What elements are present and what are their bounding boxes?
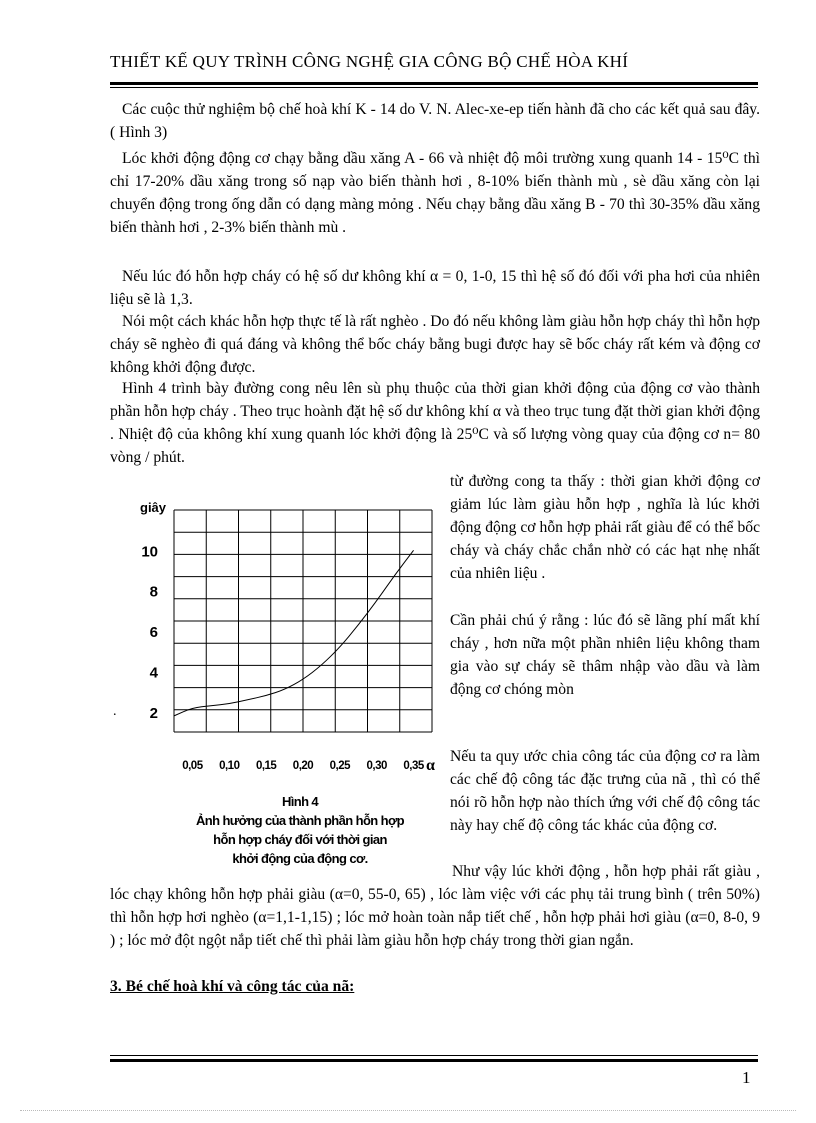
page-header: THIẾT KẾ QUY TRÌNH CÔNG NGHỆ GIA CÔNG BỘ CHẾ HÒA KHÍ	[110, 52, 629, 71]
y-tick-label: 8	[149, 583, 158, 601]
page-number: 1	[742, 1068, 751, 1087]
line-chart	[108, 482, 448, 778]
paragraph-5: Hình 4 trình bày đường cong nêu lên sù phụ thuộc của thời gian khởi động của động cơ vào thành phần hỗn hợp cháy . Theo trục hoành đặt hệ số dư không khí α và theo trục tung đặt thời gian khởi động . Nhiệt độ của không khí xung quanh lóc khởi động là 25⁰C và số lượng vòng quay của động cơ n= 80 vòng / phút.	[110, 380, 760, 466]
figure-caption-line-1: Ảnh hưởng của thành phần hỗn hợp	[195, 813, 404, 828]
right-paragraph-3: Nếu ta quy ước chia công tác của động cơ ra làm các chế độ công tác đặc trưng của nã , thì có thể nói rõ hỗn hợp nào thích ứng với chế độ công tác này hay chế độ công tác khác của động cơ.	[450, 748, 760, 834]
x-tick-label: 0,10	[219, 760, 240, 772]
paragraph-4: Nói một cách khác hỗn hợp thực tế là rất nghèo . Do đó nếu không làm giàu hỗn hợp cháy thì hỗn hợp cháy sẽ nghèo đi quá đáng và không thể bốc cháy bằng bugi được hay sẽ bốc cháy rất kém và động cơ không khởi động được.	[110, 313, 760, 376]
series-line	[174, 550, 414, 715]
right-paragraph-2: Cần phải chú ý rằng : lúc đó sẽ lãng phí mất khí cháy , hơn nữa một phần nhiên liệu không tham gia vào sự cháy sẽ thâm nhập vào dầu và làm động cơ chóng mòn	[450, 612, 760, 698]
x-tick-label: 0,25	[329, 760, 351, 772]
x-tick-labels	[182, 760, 425, 772]
paragraph-1: Các cuộc thử nghiệm bộ chế hoà khí K - 14 do V. N. Alec-xe-ep tiến hành đã cho các kết quả sau đây.( Hình 3)	[110, 101, 760, 141]
figure-caption-line-2: hỗn hợp cháy đối với thời gian	[213, 832, 387, 847]
figure-caption-title: Hình 4	[281, 794, 319, 809]
bottom-dotted-border	[20, 1110, 796, 1111]
x-tick-label: 0,05	[182, 760, 203, 772]
footer-rule	[110, 1059, 758, 1062]
x-tick-label: 0,15	[255, 760, 277, 772]
y-tick-label: 10	[141, 543, 158, 561]
footer-rule-thin	[110, 1055, 758, 1056]
y-tick-label: 2	[149, 704, 158, 722]
chart-grid	[174, 510, 432, 732]
y-tick-label: 4	[149, 664, 158, 682]
header-rule	[110, 82, 758, 85]
y-tick-label: 6	[149, 624, 158, 642]
section-heading: 3. Bé chế hoà khí và công tác của nã:	[110, 978, 355, 995]
x-tick-label: 0,30	[366, 760, 387, 772]
y-axis-label: giây	[140, 500, 167, 515]
header-rule-thin	[110, 87, 758, 88]
x-tick-label: 0,35	[403, 760, 424, 772]
paragraph-3: Nếu lúc đó hỗn hợp cháy có hệ số dư không khí α = 0, 1-0, 15 thì hệ số đó đối với pha hơi của nhiên liệu sẽ là 1,3.	[110, 268, 760, 308]
paragraph-2: Lóc khởi động động cơ chạy bằng dầu xăng A - 66 và nhiệt độ môi trường xung quanh 14 - 15⁰C thì chỉ 17-20% dầu xăng trong số nạp vào biến thành hơi , 8-10% biến thành mù , sè dầu xăng còn lại chuyển động trong ống dẫn có dạng màng mỏng . Nếu chạy bằng dầu xăng B - 70 thì 30-35% dầu xăng biến thành hơi , 2-3% biến thành mù .	[110, 150, 760, 236]
closing-paragraph: Như vậy lúc khởi động , hỗn hợp phải rất giàu , lóc chạy không hỗn hợp phải giàu (α=0, 55-0, 65) , lóc làm việc với các phụ tải trung bình ( trên 50%) thì hỗn hợp hơi nghèo (α=1,1-1,15) ; lóc mở hoàn toàn nắp tiết chế , hỗn hợp phải hơi giàu (α=0, 8-0, 9 ) ; lóc mở đột ngột nắp tiết chế thì phải làm giàu hỗn hợp cháy trong thời gian ngắn.	[110, 863, 760, 949]
x-tick-label: 0,20	[292, 760, 314, 772]
right-paragraph-1: từ đường cong ta thấy : thời gian khởi động cơ giảm lúc làm giàu hỗn hợp , nghĩa là lúc khởi động động cơ hỗn hợp phải rất giàu để có thể bốc cháy và cháy chắc chắn nhờ có các hạt nhẹ nhất của nhiên liệu .	[450, 473, 760, 582]
figure-caption-line-3: khởi động của động cơ.	[232, 851, 368, 866]
y-tick-labels	[141, 543, 158, 721]
stray-mark: .	[113, 704, 117, 719]
x-axis-label: α	[426, 757, 435, 774]
